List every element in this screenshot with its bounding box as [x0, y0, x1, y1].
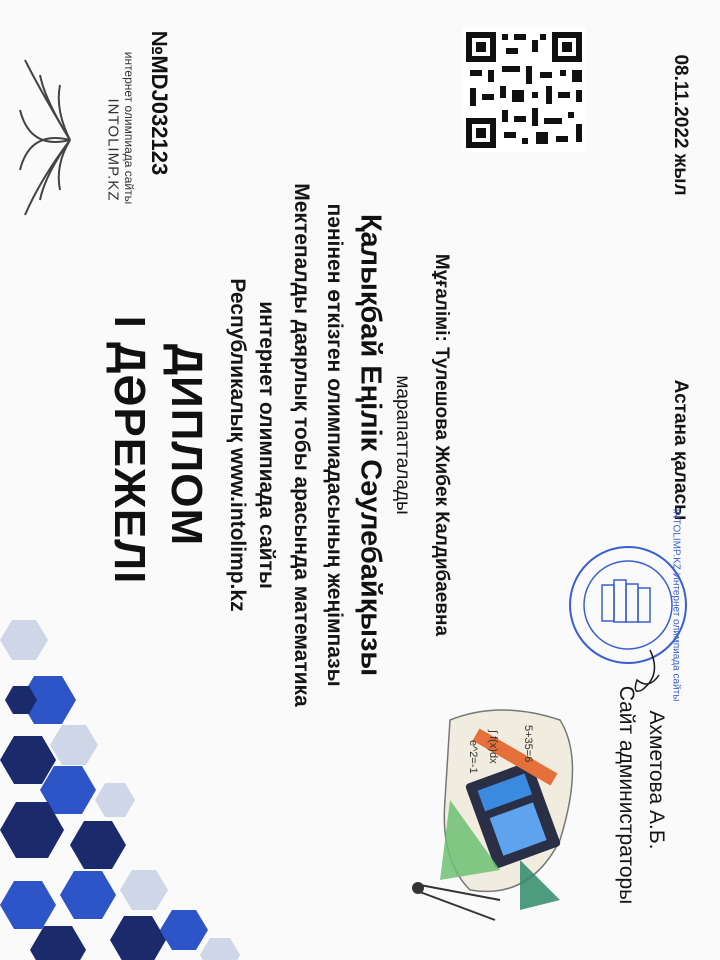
math-illustration — [413, 710, 573, 920]
issue-date: 08.11.2022 жыл — [670, 54, 691, 196]
book-logo-icon — [20, 60, 70, 215]
teacher-line: Мұғалімі: Тулешова Жибек Калдибаевна — [431, 253, 452, 637]
stamp-icon — [570, 547, 686, 691]
hexagon-pattern — [0, 620, 240, 960]
winner-name: Қалықбай Еңілік Сәулебайқызы — [354, 213, 387, 677]
svg-text:5+35=6: 5+35=6 — [522, 725, 534, 763]
diploma-degree: І ДӘРЕЖЕЛІ — [105, 315, 154, 585]
body-line-2: интернет олимпиада сайты — [255, 301, 278, 589]
diploma-number: №MDJ032123 — [147, 30, 172, 176]
body-line-3: Мектепалды даярлық тобы арасында математика — [290, 183, 313, 707]
city: Астана қаласы — [670, 379, 691, 521]
brand-name: INTOLIMP.KZ — [104, 98, 122, 202]
brand-subtitle: интернет олимпиада сайты — [122, 51, 136, 205]
diploma-title: ДИПЛОМ — [162, 343, 211, 547]
admin-name: Ахметова А.Б. — [645, 710, 668, 850]
body-line-4: пәнінен өткізген олимпиадасының жеңімпазы — [323, 203, 346, 687]
body-line-1: Республикалық www.intolimp.kz — [226, 278, 249, 612]
stamp-text: INTOLIMP.KZ Интернет олимпиада сайты — [670, 508, 682, 702]
svg-text:e^2=-1: e^2=-1 — [467, 740, 479, 774]
awarded-text: марапатталады — [392, 375, 413, 515]
books-icon — [602, 580, 650, 622]
admin-role: Сайт администраторы — [615, 685, 638, 905]
qr-code-icon — [462, 28, 586, 152]
svg-text:∫ f(x)dx: ∫ f(x)dx — [487, 730, 499, 764]
